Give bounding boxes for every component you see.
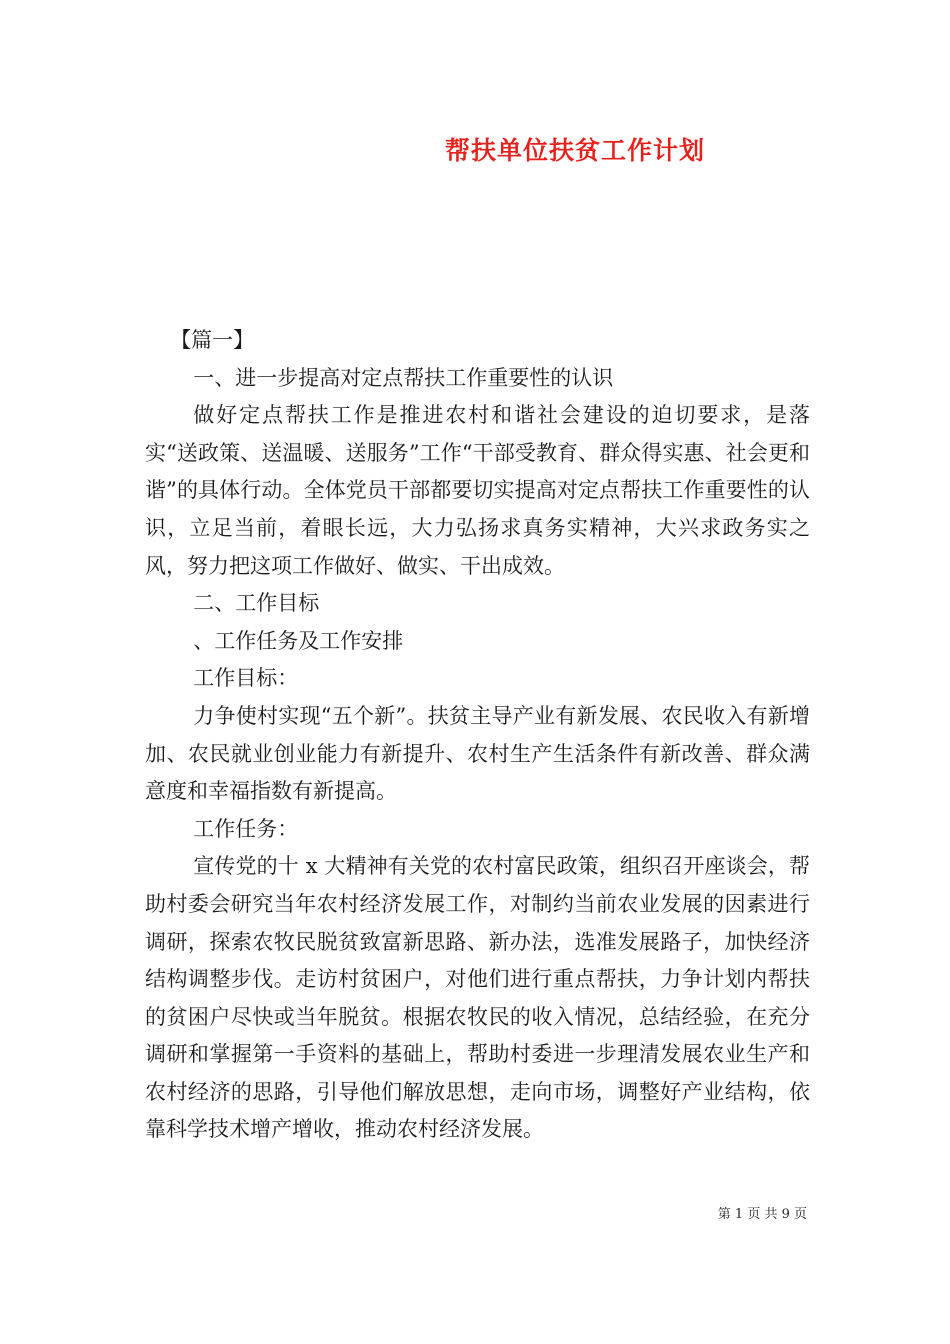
label-work-goals: 工作目标： (193, 666, 299, 691)
heading-two: 二、工作目标 (193, 591, 320, 616)
document-title: 帮扶单位扶贫工作计划 (444, 136, 705, 165)
paragraph-goals: 力争使村实现“五个新”。扶贫主导产业有新发展、农民收入有新增加、农民就业创业能力有新提升、农村生产生活条件有新改善、群众满意度和幸福指数有新提高。 (145, 703, 810, 804)
page-number-footer: 第 1 页 共 9 页 (717, 1207, 807, 1222)
paragraph-tasks: 宣传党的十 x 大精神有关党的农村富民政策，组织召开座谈会，帮助村委会研究当年农村经济发展工作，对制约当前农业发展的因素进行调研，探索农牧民脱贫致富新思路、新办法，选准发展路子，加快经济结构调整步伐。走访村贫困户，对他们进行重点帮扶，力争计划内帮扶的贫困户尽快或当年脱贫。根据农牧民的收入情况，总结经验，在充分调研和掌握第一手资料的基础上，帮助村委进一步理清发展农业生产和农村经济的思路，引导他们解放思想，走向市场，调整好产业结构，依靠科学技术增产增收，推动农村经济发展。 (145, 854, 810, 1142)
heading-one: 一、进一步提高对定点帮扶工作重要性的认识 (193, 365, 614, 390)
label-work-tasks: 工作任务： (193, 816, 299, 841)
document-body (145, 322, 810, 1149)
subheading-tasks-arrangement: 、工作任务及工作安排 (193, 628, 404, 653)
section-heading: 【篇一】 (170, 328, 255, 352)
paragraph-intro: 做好定点帮扶工作是推进农村和谐社会建设的迫切要求，是落实“送政策、送温暖、送服务”工作“干部受教育、群众得实惠、社会更和谐”的具体行动。全体党员干部都要切实提高对定点帮扶工作重要性的认识，立足当前，着眼长远，大力弘扬求真务实精神，大兴求政务实之风，努力把这项工作做好、做实、干出成效。 (145, 403, 810, 578)
